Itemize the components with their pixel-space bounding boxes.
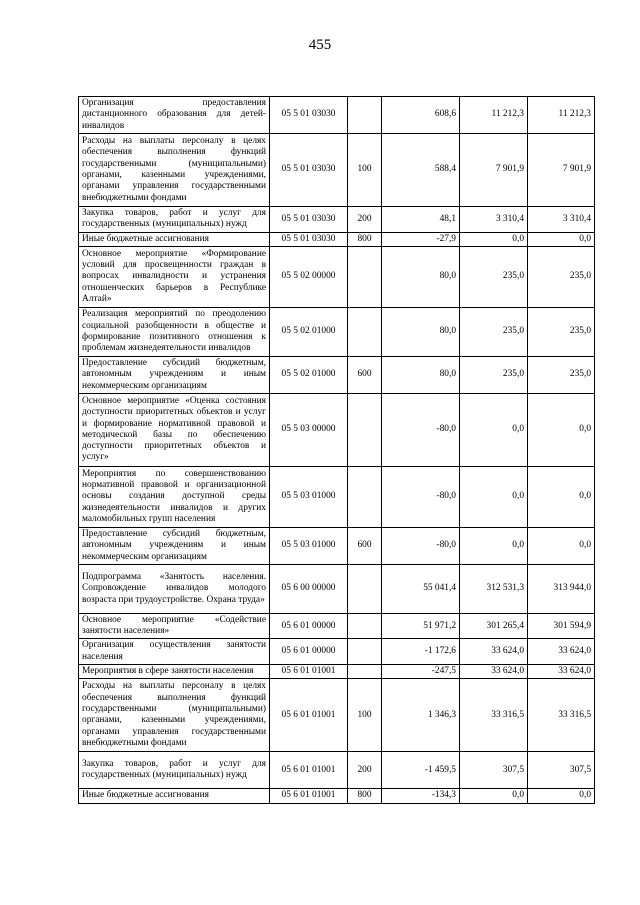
row-name-cell: Закупка товаров, работ и услуг для государственных (муниципальных) нужд — [79, 207, 270, 233]
row-value-1-cell: -27,9 — [382, 232, 460, 246]
row-type-cell — [348, 613, 382, 639]
row-value-1-cell: -134,3 — [382, 789, 460, 803]
row-type-cell: 200 — [348, 207, 382, 233]
row-value-1-cell: 55 041,4 — [382, 564, 460, 613]
row-value-2-cell: 11 212,3 — [460, 97, 528, 134]
row-name-cell: Расходы на выплаты персоналу в целях обеспечения выполнения функций государственными (муниципальными) органами, казенными учреждениями, органами управления государственными внебюджетными фондами — [79, 134, 270, 207]
table-row — [79, 789, 595, 803]
row-name-cell: Основное мероприятие «Формирование условий для просвещенности граждан в вопросах инвалидности и устранения отношенческих барьеров в Республике Алтай» — [79, 246, 270, 307]
row-value-1-cell: 48,1 — [382, 207, 460, 233]
row-value-3-cell: 0,0 — [528, 466, 595, 527]
row-value-2-cell: 33 624,0 — [460, 639, 528, 665]
row-name-cell: Реализация мероприятий по преодолению социальной разобщенности в обществе и формирование позитивного отношения к проблемам жизнедеятельности инвалидов — [79, 307, 270, 356]
row-type-cell — [348, 97, 382, 134]
table-row — [79, 97, 595, 134]
row-value-1-cell: -247,5 — [382, 665, 460, 679]
row-name-cell: Иные бюджетные ассигнования — [79, 789, 270, 803]
row-code-cell: 05 5 03 00000 — [270, 393, 348, 466]
row-value-1-cell: 588,4 — [382, 134, 460, 207]
table-row — [79, 246, 595, 307]
row-code-cell: 05 5 01 03030 — [270, 207, 348, 233]
row-type-cell — [348, 393, 382, 466]
row-value-3-cell: 0,0 — [528, 527, 595, 564]
table-row — [79, 613, 595, 639]
page-number: 455 — [308, 37, 332, 53]
row-value-2-cell: 33 624,0 — [460, 665, 528, 679]
row-code-cell: 05 5 01 03030 — [270, 232, 348, 246]
row-code-cell: 05 5 01 03030 — [270, 97, 348, 134]
row-value-3-cell: 235,0 — [528, 246, 595, 307]
row-type-cell — [348, 564, 382, 613]
table-row — [79, 639, 595, 665]
row-value-1-cell: 80,0 — [382, 246, 460, 307]
row-code-cell: 05 6 01 01001 — [270, 752, 348, 789]
row-value-3-cell: 3 310,4 — [528, 207, 595, 233]
row-code-cell: 05 6 00 00000 — [270, 564, 348, 613]
row-value-2-cell: 0,0 — [460, 232, 528, 246]
row-type-cell: 800 — [348, 232, 382, 246]
row-value-3-cell: 7 901,9 — [528, 134, 595, 207]
row-type-cell — [348, 639, 382, 665]
row-value-2-cell: 0,0 — [460, 466, 528, 527]
row-value-3-cell: 301 594,9 — [528, 613, 595, 639]
row-value-2-cell: 7 901,9 — [460, 134, 528, 207]
table-row — [79, 564, 595, 613]
row-value-2-cell: 235,0 — [460, 246, 528, 307]
row-type-cell: 100 — [348, 134, 382, 207]
row-value-2-cell: 0,0 — [460, 527, 528, 564]
row-type-cell — [348, 466, 382, 527]
row-type-cell: 800 — [348, 789, 382, 803]
row-name-cell: Подпрограмма «Занятость населения. Сопровождение инвалидов молодого возраста при трудоустройстве. Охрана труда» — [79, 564, 270, 613]
row-value-2-cell: 3 310,4 — [460, 207, 528, 233]
row-value-1-cell: 608,6 — [382, 97, 460, 134]
row-value-3-cell: 11 212,3 — [528, 97, 595, 134]
row-value-1-cell: -80,0 — [382, 466, 460, 527]
row-name-cell: Предоставление субсидий бюджетным, автономным учреждениям и иным некоммерческим организациям — [79, 527, 270, 564]
row-code-cell: 05 5 01 03030 — [270, 134, 348, 207]
row-value-2-cell: 235,0 — [460, 307, 528, 356]
row-value-1-cell: -1 459,5 — [382, 752, 460, 789]
row-value-2-cell: 301 265,4 — [460, 613, 528, 639]
budget-table-body — [79, 97, 595, 804]
row-type-cell — [348, 307, 382, 356]
row-value-1-cell: -80,0 — [382, 527, 460, 564]
table-row — [79, 393, 595, 466]
row-name-cell: Мероприятия по совершенствованию нормативной правовой и организационной основы создания доступной среды жизнедеятельности инвалидов и других маломобильных групп населения — [79, 466, 270, 527]
row-type-cell: 100 — [348, 679, 382, 752]
budget-table — [78, 96, 595, 804]
row-value-3-cell: 0,0 — [528, 393, 595, 466]
row-name-cell: Организация осуществления занятости населения — [79, 639, 270, 665]
row-type-cell: 600 — [348, 356, 382, 393]
row-value-3-cell: 235,0 — [528, 307, 595, 356]
row-value-3-cell: 313 944,0 — [528, 564, 595, 613]
row-value-2-cell: 0,0 — [460, 789, 528, 803]
row-name-cell: Иные бюджетные ассигнования — [79, 232, 270, 246]
row-value-3-cell: 0,0 — [528, 232, 595, 246]
row-name-cell: Мероприятия в сфере занятости населения — [79, 665, 270, 679]
row-code-cell: 05 5 02 01000 — [270, 356, 348, 393]
row-value-2-cell: 235,0 — [460, 356, 528, 393]
row-value-1-cell: -80,0 — [382, 393, 460, 466]
row-type-cell — [348, 246, 382, 307]
row-value-3-cell: 33 316,5 — [528, 679, 595, 752]
row-name-cell: Предоставление субсидий бюджетным, автономным учреждениям и иным некоммерческим организациям — [79, 356, 270, 393]
row-value-1-cell: 80,0 — [382, 307, 460, 356]
row-value-2-cell: 33 316,5 — [460, 679, 528, 752]
row-value-1-cell: 51 971,2 — [382, 613, 460, 639]
row-code-cell: 05 6 01 01001 — [270, 665, 348, 679]
row-value-3-cell: 235,0 — [528, 356, 595, 393]
row-name-cell: Основное мероприятие «Содействие занятости населения» — [79, 613, 270, 639]
row-value-3-cell: 33 624,0 — [528, 639, 595, 665]
table-row — [79, 356, 595, 393]
row-type-cell: 600 — [348, 527, 382, 564]
row-type-cell: 200 — [348, 752, 382, 789]
table-row — [79, 752, 595, 789]
table-row — [79, 466, 595, 527]
row-value-1-cell: 1 346,3 — [382, 679, 460, 752]
row-value-3-cell: 33 624,0 — [528, 665, 595, 679]
table-row — [79, 527, 595, 564]
row-code-cell: 05 5 03 01000 — [270, 466, 348, 527]
row-value-2-cell: 307,5 — [460, 752, 528, 789]
row-code-cell: 05 6 01 00000 — [270, 613, 348, 639]
row-code-cell: 05 6 01 01001 — [270, 789, 348, 803]
row-code-cell: 05 5 03 01000 — [270, 527, 348, 564]
row-code-cell: 05 6 01 01001 — [270, 679, 348, 752]
table-row — [79, 679, 595, 752]
table-row — [79, 134, 595, 207]
row-value-1-cell: 80,0 — [382, 356, 460, 393]
row-name-cell: Расходы на выплаты персоналу в целях обеспечения выполнения функций государственными (муниципальными) органами, казенными учреждениями, органами управления государственными внебюджетными фондами — [79, 679, 270, 752]
row-value-2-cell: 312 531,3 — [460, 564, 528, 613]
row-code-cell: 05 5 02 01000 — [270, 307, 348, 356]
row-name-cell: Основное мероприятие «Оценка состояния доступности приоритетных объектов и услуг и формирование нормативной правовой и методической базы по обеспечению доступности приоритетных объектов и услуг» — [79, 393, 270, 466]
row-name-cell: Закупка товаров, работ и услуг для государственных (муниципальных) нужд — [79, 752, 270, 789]
row-code-cell: 05 5 02 00000 — [270, 246, 348, 307]
row-name-cell: Организация предоставления дистанционного образования для детей-инвалидов — [79, 97, 270, 134]
row-type-cell — [348, 665, 382, 679]
row-code-cell: 05 6 01 00000 — [270, 639, 348, 665]
table-row — [79, 307, 595, 356]
table-row — [79, 207, 595, 233]
row-value-3-cell: 307,5 — [528, 752, 595, 789]
row-value-3-cell: 0,0 — [528, 789, 595, 803]
table-row — [79, 232, 595, 246]
row-value-1-cell: -1 172,6 — [382, 639, 460, 665]
row-value-2-cell: 0,0 — [460, 393, 528, 466]
table-row — [79, 665, 595, 679]
